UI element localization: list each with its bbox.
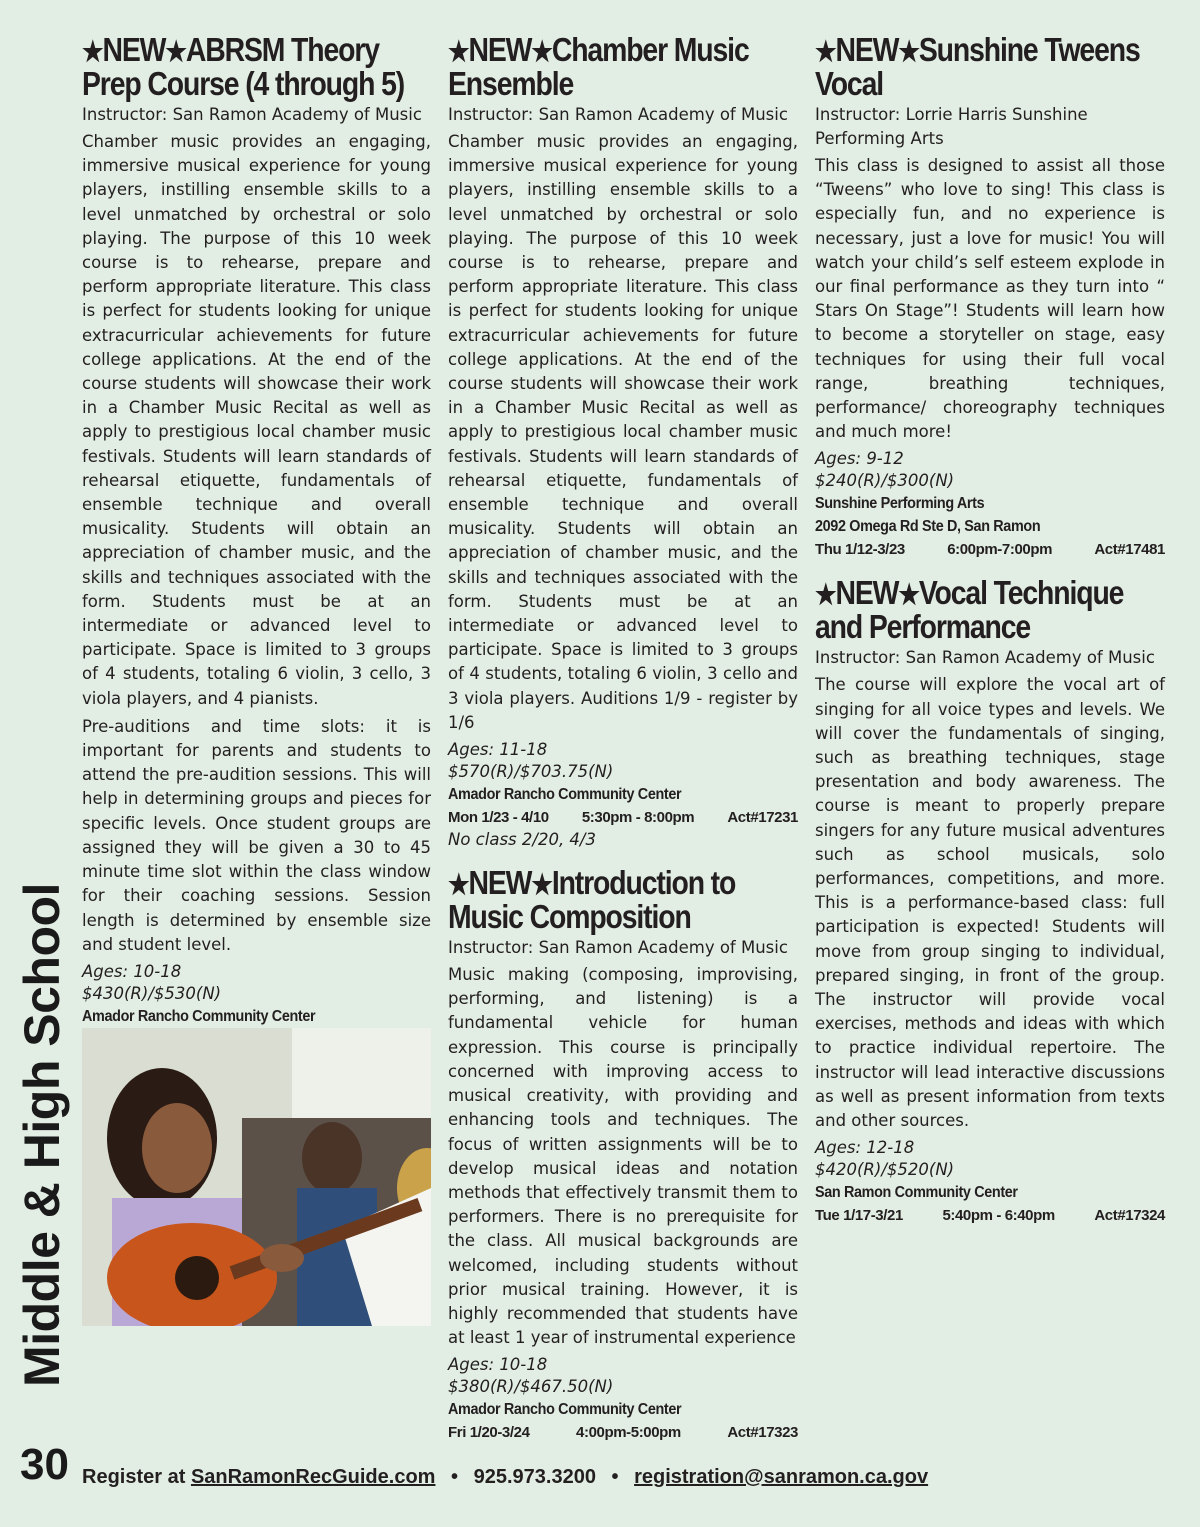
new-label: NEW [102,31,166,68]
course-name: ABRSM Theory Prep Course (4 through 5) [82,31,405,102]
course-description: Chamber music provides an engaging, immersive musical experience for young players, instilling ensemble skills to a level unmatched by orchestral or solo playing. The purpose of this 10 week course is to rehearse, prepare and perform appropriate literature. This class is perfect for students looking for unique extracurricular achievements for future college applications. At the end of the course students will showcase their work in a Chamber Music Recital as well as apply to prestigious local chamber music festivals. Students will learn standards of rehearsal etiquette, fundamentals of ensemble technique and overall musicality. Students will obtain an appreciation of chamber music, and the skills and techniques associated with the form. Students must be at an intermediate or advanced level to participate. Space is limited to 3 groups of 4 students, totaling 6 violin, 3 cello, 3 viola players, and 4 pianists. [82,132,431,708]
activity-number: Act#17481 [1094,541,1165,559]
activity-number: Act#17324 [1094,1207,1165,1225]
instructor: Instructor: San Ramon Academy of Music [82,105,422,124]
schedule [815,538,1165,561]
page-number: 30 [20,1440,69,1489]
star-icon: ★ [531,36,552,67]
star-icon: ★ [448,869,469,901]
ages: Ages: 11-18 [448,740,548,760]
address: 2092 Omega Rd Ste D, San Ramon [815,518,1041,536]
price: $420(R)/$520(N) [815,1160,955,1180]
activity-number: Act#17231 [727,809,798,827]
star-icon: ★ [898,36,919,67]
star-icon: ★ [165,36,186,67]
instructor: Instructor: San Ramon Academy of Music [448,105,788,124]
section-sidebar [12,883,72,1387]
schedule-time: 5:40pm - 6:40pm [942,1207,1055,1225]
schedule-days: Fri 1/20-3/24 [448,1424,530,1442]
ages: Ages: 9-12 [815,449,904,469]
column-1 [82,31,431,1073]
course-title-composition [448,864,797,936]
course-description: The course will explore the vocal art of singing for all voice types and levels. We will cover the fundamentals of singing, such as breathing techniques, stage presentation and body awareness. The course is meant to properly prepare singers for any future musical adventures such as school musicals, solo performances, competitions, and more. This is a performance-based class: full participation is expected! Students will move from group singing to individual, prepared singing, in front of the group. The instructor will provide vocal exercises, methods and ideas with which to practice individual repertoire. The instructor will lead interactive discussions as well as present information from texts and other sources. [815,675,1165,1131]
star-icon: ★ [531,869,552,901]
new-label: NEW [468,31,532,68]
price: $240(R)/$300(N) [815,471,955,491]
instructor: Instructor: San Ramon Academy of Music [815,648,1155,668]
course-title-chamber [448,31,797,102]
ages: Ages: 10-18 [82,961,182,981]
star-icon: ★ [815,36,836,67]
activity-number: Act#17323 [727,1424,798,1442]
course-description: Music making (composing, improvising, performing, and listening) is a fundamental vehicle for human expression. This course is principally concerned with improving access to musical creativity, with providing and enhancing tools and techniques. The focus of written assignments will be to develop musical ideas and notation methods that effectively transmit them to performers. There is no prerequisite for the class. All musical backgrounds are welcomed, including students without prior musical training. However, it is highly recommended that students have at least 1 year of instrumental experience [448,965,798,1348]
ages: Ages: 12-18 [815,1138,915,1158]
schedule-time: 5:30pm - 8:00pm [581,809,695,827]
schedule-time: 4:00pm-5:00pm [576,1424,681,1442]
course-description: Chamber music provides an engaging, immersive musical experience for young players, instilling ensemble skills to a level unmatched by orchestral or solo playing. The purpose of this 10 week course is to rehearse, prepare and perform appropriate literature. This class is perfect for students looking for unique extracurricular achievements for future college applications. At the end of the course students will showcase their work in a Chamber Music Recital as well as apply to prestigious local chamber music festivals. Students will learn standards of rehearsal etiquette, fundamentals of ensemble technique and overall musicality. Students will obtain an appreciation of chamber music, and the skills and techniques associated with the form. Students must be at an intermediate or advanced level to participate. Space is limited to 3 groups of 4 students, totaling 6 violin, 3 cello and 3 viola players. Auditions 1/9 - register by 1/6 [448,132,798,732]
schedule [448,1421,798,1444]
location: Amador Rancho Community Center [82,1007,316,1025]
column-3 [815,31,1165,1227]
schedule-time: 6:00pm-7:00pm [947,541,1053,559]
section-label: Middle & High School [14,883,70,1387]
instructor: Instructor: Lorrie Harris Sunshine Performing Arts [815,105,1088,148]
bullet-separator: • [611,1466,619,1488]
course-name: Introduction to Music Composition [448,864,736,936]
column-2 [448,31,798,1444]
location: Sunshine Performing Arts [815,495,985,513]
schedule [448,806,798,829]
course-title-vocal [815,574,1164,646]
photo-illustration [82,1028,431,1326]
course-description: This class is designed to assist all those “Tweens” who love to sing! This class is especially fun, and no experience is necessary, just a love for music! You will watch your child’s self esteem explode in our final performance as they turn into “ Stars On Stage”! Students will learn how to become a storyteller on stage, easy techniques for using their full vocal range, breathing techniques, performance/ choreography techniques and much more! [815,156,1165,442]
phone-number[interactable]: 925.973.3200 [473,1466,596,1488]
schedule-days: Mon 1/23 - 4/10 [448,809,549,827]
price: $430(R)/$530(N) [82,983,222,1003]
new-label: NEW [835,31,899,68]
star-icon: ★ [898,579,919,611]
course-name: Sunshine Tweens Vocal [815,31,1140,102]
register-prefix: Register at [82,1466,186,1488]
ages: Ages: 10-18 [448,1355,548,1375]
student-guitar-photo [82,1028,431,1326]
star-icon: ★ [448,36,469,67]
course-description-2: Pre-auditions and time slots: it is important for parents and students to attend the pre-audition sessions. This will help in determining groups and pieces for specific levels. Once student groups are assigned they will be given a 30 to 45 minute time slot within the class window for their coaching sessions. Session length is determined by ensemble size and student level. [82,716,431,954]
location: San Ramon Community Center [815,1184,1018,1202]
new-label: NEW [468,864,532,902]
star-icon: ★ [815,579,836,611]
email-link[interactable]: registration@sanramon.ca.gov [634,1466,929,1488]
price: $380(R)/$467.50(N) [448,1377,614,1397]
price: $570(R)/$703.75(N) [448,762,614,782]
bullet-separator: • [451,1466,459,1488]
location: Amador Rancho Community Center [448,786,682,804]
schedule-days: Tue 1/17-3/21 [815,1207,903,1225]
schedule-days: Thu 1/12-3/23 [815,541,905,559]
no-class-dates: No class 2/20, 4/3 [448,830,596,850]
course-name: Chamber Music Ensemble [448,31,749,102]
website-link[interactable]: SanRamonRecGuide.com [190,1466,436,1488]
new-label: NEW [835,574,899,612]
location: Amador Rancho Community Center [448,1401,682,1419]
schedule [815,1204,1165,1227]
footer [82,1466,928,1489]
course-title-tweens [815,31,1164,102]
course-title-abrsm [82,31,430,102]
instructor: Instructor: San Ramon Academy of Music [448,938,788,958]
star-icon: ★ [82,36,103,67]
course-name: Vocal Technique and Performance [815,574,1124,646]
